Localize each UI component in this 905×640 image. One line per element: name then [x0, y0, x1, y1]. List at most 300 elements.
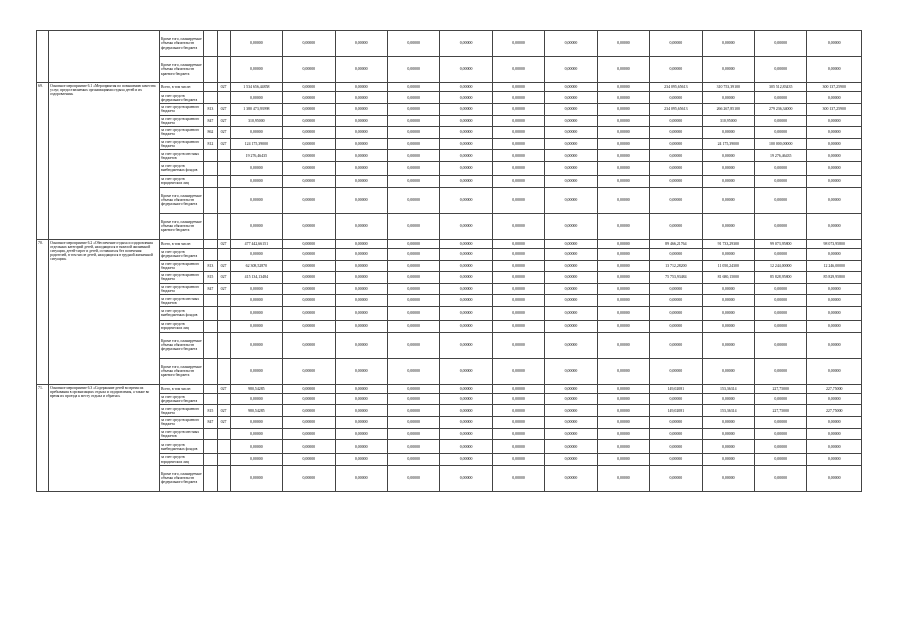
grbs-code — [204, 83, 217, 92]
table-row — [37, 92, 862, 104]
funding-source: за счет средств краевого бюджета — [160, 103, 204, 115]
amount-cell: 0,00000 — [545, 115, 597, 127]
section-code — [217, 150, 230, 162]
amount-cell: 0,00000 — [440, 428, 492, 440]
amount-cell: 0,00000 — [387, 161, 439, 175]
amount-cell: 0,00000 — [492, 103, 544, 115]
amount-cell: 310,95000 — [230, 115, 282, 127]
amount-cell: 0,00000 — [597, 428, 649, 440]
amount-cell: 0,00000 — [283, 175, 335, 187]
section-code: 027 — [217, 260, 230, 272]
table-row — [37, 454, 862, 466]
amount-cell: 0,00000 — [597, 384, 649, 393]
amount-cell: 0,00000 — [650, 150, 702, 162]
amount-cell: 0,00000 — [335, 306, 387, 320]
amount-cell: 0,00000 — [230, 428, 282, 440]
amount-cell: 0,00000 — [283, 440, 335, 454]
amount-cell: 0,00000 — [335, 31, 387, 57]
amount-cell: 0,00000 — [807, 248, 862, 260]
amount-cell: 0,00000 — [545, 92, 597, 104]
amount-cell: 0,00000 — [283, 213, 335, 239]
amount-cell: 91 733,29300 — [702, 239, 754, 248]
section-code: 027 — [217, 405, 230, 417]
amount-cell: 0,00000 — [387, 127, 439, 139]
amount-cell: 0,00000 — [597, 92, 649, 104]
amount-cell: 0,00000 — [545, 175, 597, 187]
table-row — [37, 57, 862, 83]
amount-cell: 0,00000 — [545, 358, 597, 384]
amount-cell: 0,00000 — [283, 405, 335, 417]
amount-cell: 0,00000 — [230, 306, 282, 320]
amount-cell: 0,00000 — [807, 187, 862, 213]
amount-cell: 0,00000 — [702, 187, 754, 213]
amount-cell: 0,00000 — [335, 260, 387, 272]
activity-name: Основное мероприятие 6.1 «Мероприятия по повышению качества услуг, предоставляемых организациями отдыха детей и их оздоровления» — [49, 83, 160, 240]
amount-cell: 310 753,39100 — [702, 83, 754, 92]
amount-cell: 0,00000 — [545, 283, 597, 295]
amount-cell: 0,00000 — [755, 127, 807, 139]
amount-cell: 0,00000 — [335, 295, 387, 307]
funding-source: за счет средств федерального бюджета — [160, 393, 204, 405]
amount-cell: 0,00000 — [387, 454, 439, 466]
section-code — [217, 213, 230, 239]
amount-cell: 0,00000 — [440, 440, 492, 454]
amount-cell: 0,00000 — [650, 306, 702, 320]
amount-cell: 0,00000 — [597, 332, 649, 358]
amount-cell: 0,00000 — [597, 127, 649, 139]
amount-cell: 227,75000 — [807, 405, 862, 417]
table-row — [37, 393, 862, 405]
amount-cell: 266 267,85100 — [702, 103, 754, 115]
grbs-code — [204, 440, 217, 454]
amount-cell: 0,00000 — [755, 115, 807, 127]
section-code — [217, 31, 230, 57]
amount-cell: 0,00000 — [755, 31, 807, 57]
section-code: 027 — [217, 138, 230, 150]
section-code — [217, 428, 230, 440]
amount-cell: 0,00000 — [755, 213, 807, 239]
amount-cell: 153,36314 — [702, 405, 754, 417]
amount-cell: 12 246,00000 — [807, 260, 862, 272]
amount-cell: 0,00000 — [545, 260, 597, 272]
amount-cell: 0,00000 — [597, 138, 649, 150]
amount-cell: 0,00000 — [650, 248, 702, 260]
table-row — [37, 83, 862, 92]
amount-cell: 75 753,93484 — [650, 272, 702, 284]
grbs-code — [204, 175, 217, 187]
table-row — [37, 320, 862, 332]
amount-cell: 0,00000 — [440, 358, 492, 384]
amount-cell: 0,00000 — [283, 187, 335, 213]
grbs-code — [204, 393, 217, 405]
amount-cell: 0,00000 — [755, 393, 807, 405]
amount-cell: 0,00000 — [702, 92, 754, 104]
amount-cell: 0,00000 — [597, 465, 649, 491]
amount-cell: 0,00000 — [230, 393, 282, 405]
funding-source: за счет средств местных бюджетов — [160, 295, 204, 307]
section-code: 027 — [217, 115, 230, 127]
amount-cell: 0,00000 — [545, 138, 597, 150]
amount-cell: 0,00000 — [597, 454, 649, 466]
amount-cell: 0,00000 — [283, 358, 335, 384]
amount-cell: 0,00000 — [650, 31, 702, 57]
amount-cell: 0,00000 — [283, 260, 335, 272]
amount-cell: 477 442,66151 — [230, 239, 282, 248]
grbs-code — [204, 161, 217, 175]
amount-cell: 0,00000 — [545, 83, 597, 92]
item-number — [37, 31, 49, 83]
amount-cell: 0,00000 — [230, 127, 282, 139]
section-code: 027 — [217, 103, 230, 115]
amount-cell: 0,00000 — [650, 428, 702, 440]
section-code — [217, 295, 230, 307]
amount-cell: 85 829,95800 — [807, 272, 862, 284]
funding-source: Кроме того, планируемые объемы обязательств краевого бюджета — [160, 213, 204, 239]
amount-cell: 0,00000 — [545, 103, 597, 115]
amount-cell: 0,00000 — [545, 393, 597, 405]
amount-cell: 0,00000 — [545, 384, 597, 393]
table-row — [37, 440, 862, 454]
amount-cell: 0,00000 — [440, 187, 492, 213]
amount-cell: 0,00000 — [335, 187, 387, 213]
amount-cell: 0,00000 — [492, 213, 544, 239]
amount-cell: 0,00000 — [335, 83, 387, 92]
funding-source: Кроме того, планируемые объемы обязательств краевого бюджета — [160, 57, 204, 83]
funding-source: Всего, в том числе: — [160, 83, 204, 92]
amount-cell: 0,00000 — [597, 295, 649, 307]
amount-cell: 0,00000 — [440, 405, 492, 417]
amount-cell: 0,00000 — [440, 103, 492, 115]
amount-cell: 0,00000 — [492, 358, 544, 384]
amount-cell: 0,00000 — [387, 306, 439, 320]
amount-cell: 300 137,25900 — [807, 103, 862, 115]
amount-cell: 0,00000 — [492, 92, 544, 104]
amount-cell: 0,00000 — [440, 465, 492, 491]
amount-cell: 0,00000 — [230, 187, 282, 213]
amount-cell: 0,00000 — [807, 92, 862, 104]
amount-cell: 0,00000 — [807, 428, 862, 440]
amount-cell: 0,00000 — [650, 295, 702, 307]
amount-cell: 0,00000 — [755, 248, 807, 260]
amount-cell: 0,00000 — [492, 239, 544, 248]
amount-cell: 0,00000 — [702, 428, 754, 440]
amount-cell: 0,00000 — [807, 295, 862, 307]
table-row — [37, 405, 862, 417]
amount-cell: 0,00000 — [230, 92, 282, 104]
amount-cell: 0,00000 — [492, 138, 544, 150]
amount-cell: 0,00000 — [807, 306, 862, 320]
amount-cell: 0,00000 — [230, 417, 282, 429]
section-code — [217, 57, 230, 83]
budget-table-page — [36, 30, 862, 492]
amount-cell: 0,00000 — [650, 358, 702, 384]
amount-cell: 980,54285 — [230, 405, 282, 417]
grbs-code: 813 — [204, 103, 217, 115]
amount-cell: 0,00000 — [387, 150, 439, 162]
funding-source: Всего, в том числе: — [160, 384, 204, 393]
amount-cell: 0,00000 — [387, 175, 439, 187]
amount-cell: 0,00000 — [387, 283, 439, 295]
item-number: 70. — [37, 239, 49, 384]
amount-cell: 0,00000 — [702, 306, 754, 320]
amount-cell: 0,00000 — [597, 417, 649, 429]
table-row — [37, 295, 862, 307]
table-body — [37, 31, 862, 492]
amount-cell: 0,00000 — [387, 295, 439, 307]
funding-source: Кроме того, планируемые объемы обязательств краевого бюджета — [160, 358, 204, 384]
table-row — [37, 31, 862, 57]
amount-cell: 0,00000 — [492, 306, 544, 320]
amount-cell: 0,00000 — [387, 239, 439, 248]
amount-cell: 0,00000 — [230, 320, 282, 332]
amount-cell: 0,00000 — [755, 187, 807, 213]
amount-cell: 0,00000 — [492, 150, 544, 162]
amount-cell: 81 680,15000 — [702, 272, 754, 284]
amount-cell: 0,00000 — [597, 31, 649, 57]
amount-cell: 0,00000 — [807, 454, 862, 466]
amount-cell: 89 466,21764 — [650, 239, 702, 248]
amount-cell: 0,00000 — [230, 175, 282, 187]
amount-cell: 0,00000 — [807, 150, 862, 162]
amount-cell: 0,00000 — [545, 428, 597, 440]
amount-cell: 0,00000 — [807, 57, 862, 83]
amount-cell: 0,00000 — [755, 92, 807, 104]
amount-cell: 0,00000 — [283, 393, 335, 405]
amount-cell: 0,00000 — [807, 175, 862, 187]
table-row — [37, 332, 862, 358]
amount-cell: 0,00000 — [230, 57, 282, 83]
funding-source: за счет средств краевого бюджета — [160, 283, 204, 295]
amount-cell: 0,00000 — [702, 213, 754, 239]
amount-cell: 0,00000 — [650, 417, 702, 429]
funding-source: за счет средств краевого бюджета — [160, 272, 204, 284]
table-row — [37, 187, 862, 213]
section-code — [217, 332, 230, 358]
amount-cell: 0,00000 — [702, 150, 754, 162]
amount-cell: 0,00000 — [440, 320, 492, 332]
funding-source: за счет средств внебюджетных фондов — [160, 306, 204, 320]
table-row — [37, 260, 862, 272]
grbs-code — [204, 248, 217, 260]
amount-cell: 0,00000 — [387, 465, 439, 491]
amount-cell: 279 236,34000 — [755, 103, 807, 115]
amount-cell: 0,00000 — [597, 150, 649, 162]
grbs-code: 862 — [204, 127, 217, 139]
amount-cell: 0,00000 — [387, 405, 439, 417]
amount-cell: 0,00000 — [650, 393, 702, 405]
amount-cell: 0,00000 — [597, 393, 649, 405]
amount-cell: 0,00000 — [283, 248, 335, 260]
funding-source: за счет средств федерального бюджета — [160, 248, 204, 260]
amount-cell: 0,00000 — [335, 248, 387, 260]
amount-cell: 415 134,13484 — [230, 272, 282, 284]
grbs-code — [204, 358, 217, 384]
amount-cell: 0,00000 — [335, 332, 387, 358]
amount-cell: 0,00000 — [440, 272, 492, 284]
amount-cell: 980,54285 — [230, 384, 282, 393]
amount-cell: 0,00000 — [492, 83, 544, 92]
funding-source: за счет средств внебюджетных фондов — [160, 161, 204, 175]
amount-cell: 0,00000 — [702, 332, 754, 358]
amount-cell: 0,00000 — [387, 138, 439, 150]
amount-cell: 0,00000 — [545, 272, 597, 284]
amount-cell: 0,00000 — [492, 393, 544, 405]
amount-cell: 0,00000 — [597, 115, 649, 127]
amount-cell: 99 073,95800 — [755, 239, 807, 248]
amount-cell: 0,00000 — [597, 57, 649, 83]
amount-cell: 0,00000 — [597, 306, 649, 320]
table-row — [37, 103, 862, 115]
amount-cell: 0,00000 — [230, 465, 282, 491]
amount-cell: 0,00000 — [702, 31, 754, 57]
amount-cell: 0,00000 — [440, 295, 492, 307]
amount-cell: 0,00000 — [492, 295, 544, 307]
table-row — [37, 127, 862, 139]
funding-source: за счет средств юридических лиц — [160, 175, 204, 187]
amount-cell: 19 276,46435 — [755, 150, 807, 162]
table-row — [37, 138, 862, 150]
funding-source: за счет средств краевого бюджета — [160, 127, 204, 139]
grbs-code — [204, 384, 217, 393]
table-row — [37, 272, 862, 284]
amount-cell: 153,36314 — [702, 384, 754, 393]
activity-name — [49, 31, 160, 83]
amount-cell: 0,00000 — [650, 332, 702, 358]
amount-cell: 0,00000 — [387, 83, 439, 92]
amount-cell: 0,00000 — [545, 295, 597, 307]
table-row — [37, 239, 862, 248]
amount-cell: 149,02081 — [650, 405, 702, 417]
amount-cell: 0,00000 — [335, 272, 387, 284]
amount-cell: 0,00000 — [755, 465, 807, 491]
amount-cell: 0,00000 — [440, 384, 492, 393]
amount-cell: 0,00000 — [650, 115, 702, 127]
grbs-code: 847 — [204, 417, 217, 429]
funding-source: Кроме того, планируемые объемы обязательств федерального бюджета — [160, 187, 204, 213]
amount-cell: 0,00000 — [755, 57, 807, 83]
amount-cell: 0,00000 — [597, 161, 649, 175]
amount-cell: 0,00000 — [807, 417, 862, 429]
funding-source: Кроме того, планируемые объемы обязательств федерального бюджета — [160, 31, 204, 57]
amount-cell: 0,00000 — [807, 393, 862, 405]
grbs-code: 815 — [204, 272, 217, 284]
amount-cell: 0,00000 — [492, 332, 544, 358]
amount-cell: 0,00000 — [702, 454, 754, 466]
amount-cell: 0,00000 — [440, 332, 492, 358]
grbs-code: 812 — [204, 138, 217, 150]
amount-cell: 0,00000 — [702, 465, 754, 491]
amount-cell: 0,00000 — [230, 295, 282, 307]
section-code: 027 — [217, 272, 230, 284]
amount-cell: 0,00000 — [283, 332, 335, 358]
item-number: 69. — [37, 83, 49, 240]
amount-cell: 0,00000 — [702, 161, 754, 175]
funding-source: за счет средств краевого бюджета — [160, 260, 204, 272]
amount-cell: 0,00000 — [387, 384, 439, 393]
amount-cell: 0,00000 — [597, 213, 649, 239]
amount-cell: 0,00000 — [335, 405, 387, 417]
amount-cell: 0,00000 — [283, 103, 335, 115]
funding-source: за счет средств местных бюджетов — [160, 428, 204, 440]
amount-cell: 0,00000 — [545, 187, 597, 213]
amount-cell: 0,00000 — [230, 161, 282, 175]
funding-source: Кроме того, планируемые объемы обязательств федерального бюджета — [160, 332, 204, 358]
amount-cell: 0,00000 — [492, 465, 544, 491]
amount-cell: 124 175,39000 — [230, 138, 282, 150]
amount-cell: 0,00000 — [702, 127, 754, 139]
amount-cell: 0,00000 — [283, 306, 335, 320]
amount-cell: 0,00000 — [440, 283, 492, 295]
funding-source: за счет средств краевого бюджета — [160, 417, 204, 429]
amount-cell: 0,00000 — [335, 175, 387, 187]
amount-cell: 0,00000 — [335, 161, 387, 175]
amount-cell: 0,00000 — [387, 272, 439, 284]
funding-source: за счет средств юридических лиц — [160, 454, 204, 466]
amount-cell: 227,75000 — [807, 384, 862, 393]
amount-cell: 0,00000 — [755, 161, 807, 175]
amount-cell: 0,00000 — [702, 175, 754, 187]
grbs-code — [204, 150, 217, 162]
amount-cell: 0,00000 — [335, 103, 387, 115]
amount-cell: 0,00000 — [650, 57, 702, 83]
table-row — [37, 358, 862, 384]
amount-cell: 0,00000 — [545, 417, 597, 429]
section-code: 027 — [217, 127, 230, 139]
section-code — [217, 358, 230, 384]
amount-cell: 227,75000 — [755, 384, 807, 393]
amount-cell: 0,00000 — [650, 320, 702, 332]
amount-cell: 0,00000 — [440, 248, 492, 260]
amount-cell: 0,00000 — [335, 138, 387, 150]
grbs-code — [204, 239, 217, 248]
amount-cell: 0,00000 — [807, 465, 862, 491]
amount-cell: 0,00000 — [492, 454, 544, 466]
amount-cell: 0,00000 — [440, 213, 492, 239]
amount-cell: 0,00000 — [702, 295, 754, 307]
amount-cell: 0,00000 — [597, 320, 649, 332]
amount-cell: 0,00000 — [387, 358, 439, 384]
amount-cell: 0,00000 — [387, 393, 439, 405]
amount-cell: 0,00000 — [335, 417, 387, 429]
amount-cell: 0,00000 — [650, 465, 702, 491]
amount-cell: 0,00000 — [807, 283, 862, 295]
amount-cell: 0,00000 — [702, 320, 754, 332]
amount-cell: 0,00000 — [702, 57, 754, 83]
amount-cell: 0,00000 — [545, 127, 597, 139]
amount-cell: 0,00000 — [283, 465, 335, 491]
amount-cell: 0,00000 — [283, 83, 335, 92]
grbs-code — [204, 187, 217, 213]
amount-cell: 0,00000 — [335, 428, 387, 440]
amount-cell: 0,00000 — [755, 332, 807, 358]
amount-cell: 0,00000 — [335, 465, 387, 491]
amount-cell: 149,02081 — [650, 384, 702, 393]
amount-cell: 0,00000 — [545, 454, 597, 466]
amount-cell: 0,00000 — [755, 295, 807, 307]
amount-cell: 0,00000 — [597, 239, 649, 248]
amount-cell: 0,00000 — [597, 248, 649, 260]
amount-cell: 0,00000 — [387, 260, 439, 272]
amount-cell: 19 276,46435 — [230, 150, 282, 162]
amount-cell: 0,00000 — [283, 57, 335, 83]
amount-cell: 0,00000 — [545, 248, 597, 260]
amount-cell: 0,00000 — [807, 320, 862, 332]
amount-cell: 0,00000 — [283, 272, 335, 284]
grbs-code — [204, 213, 217, 239]
section-code — [217, 92, 230, 104]
section-code — [217, 440, 230, 454]
table-row — [37, 213, 862, 239]
